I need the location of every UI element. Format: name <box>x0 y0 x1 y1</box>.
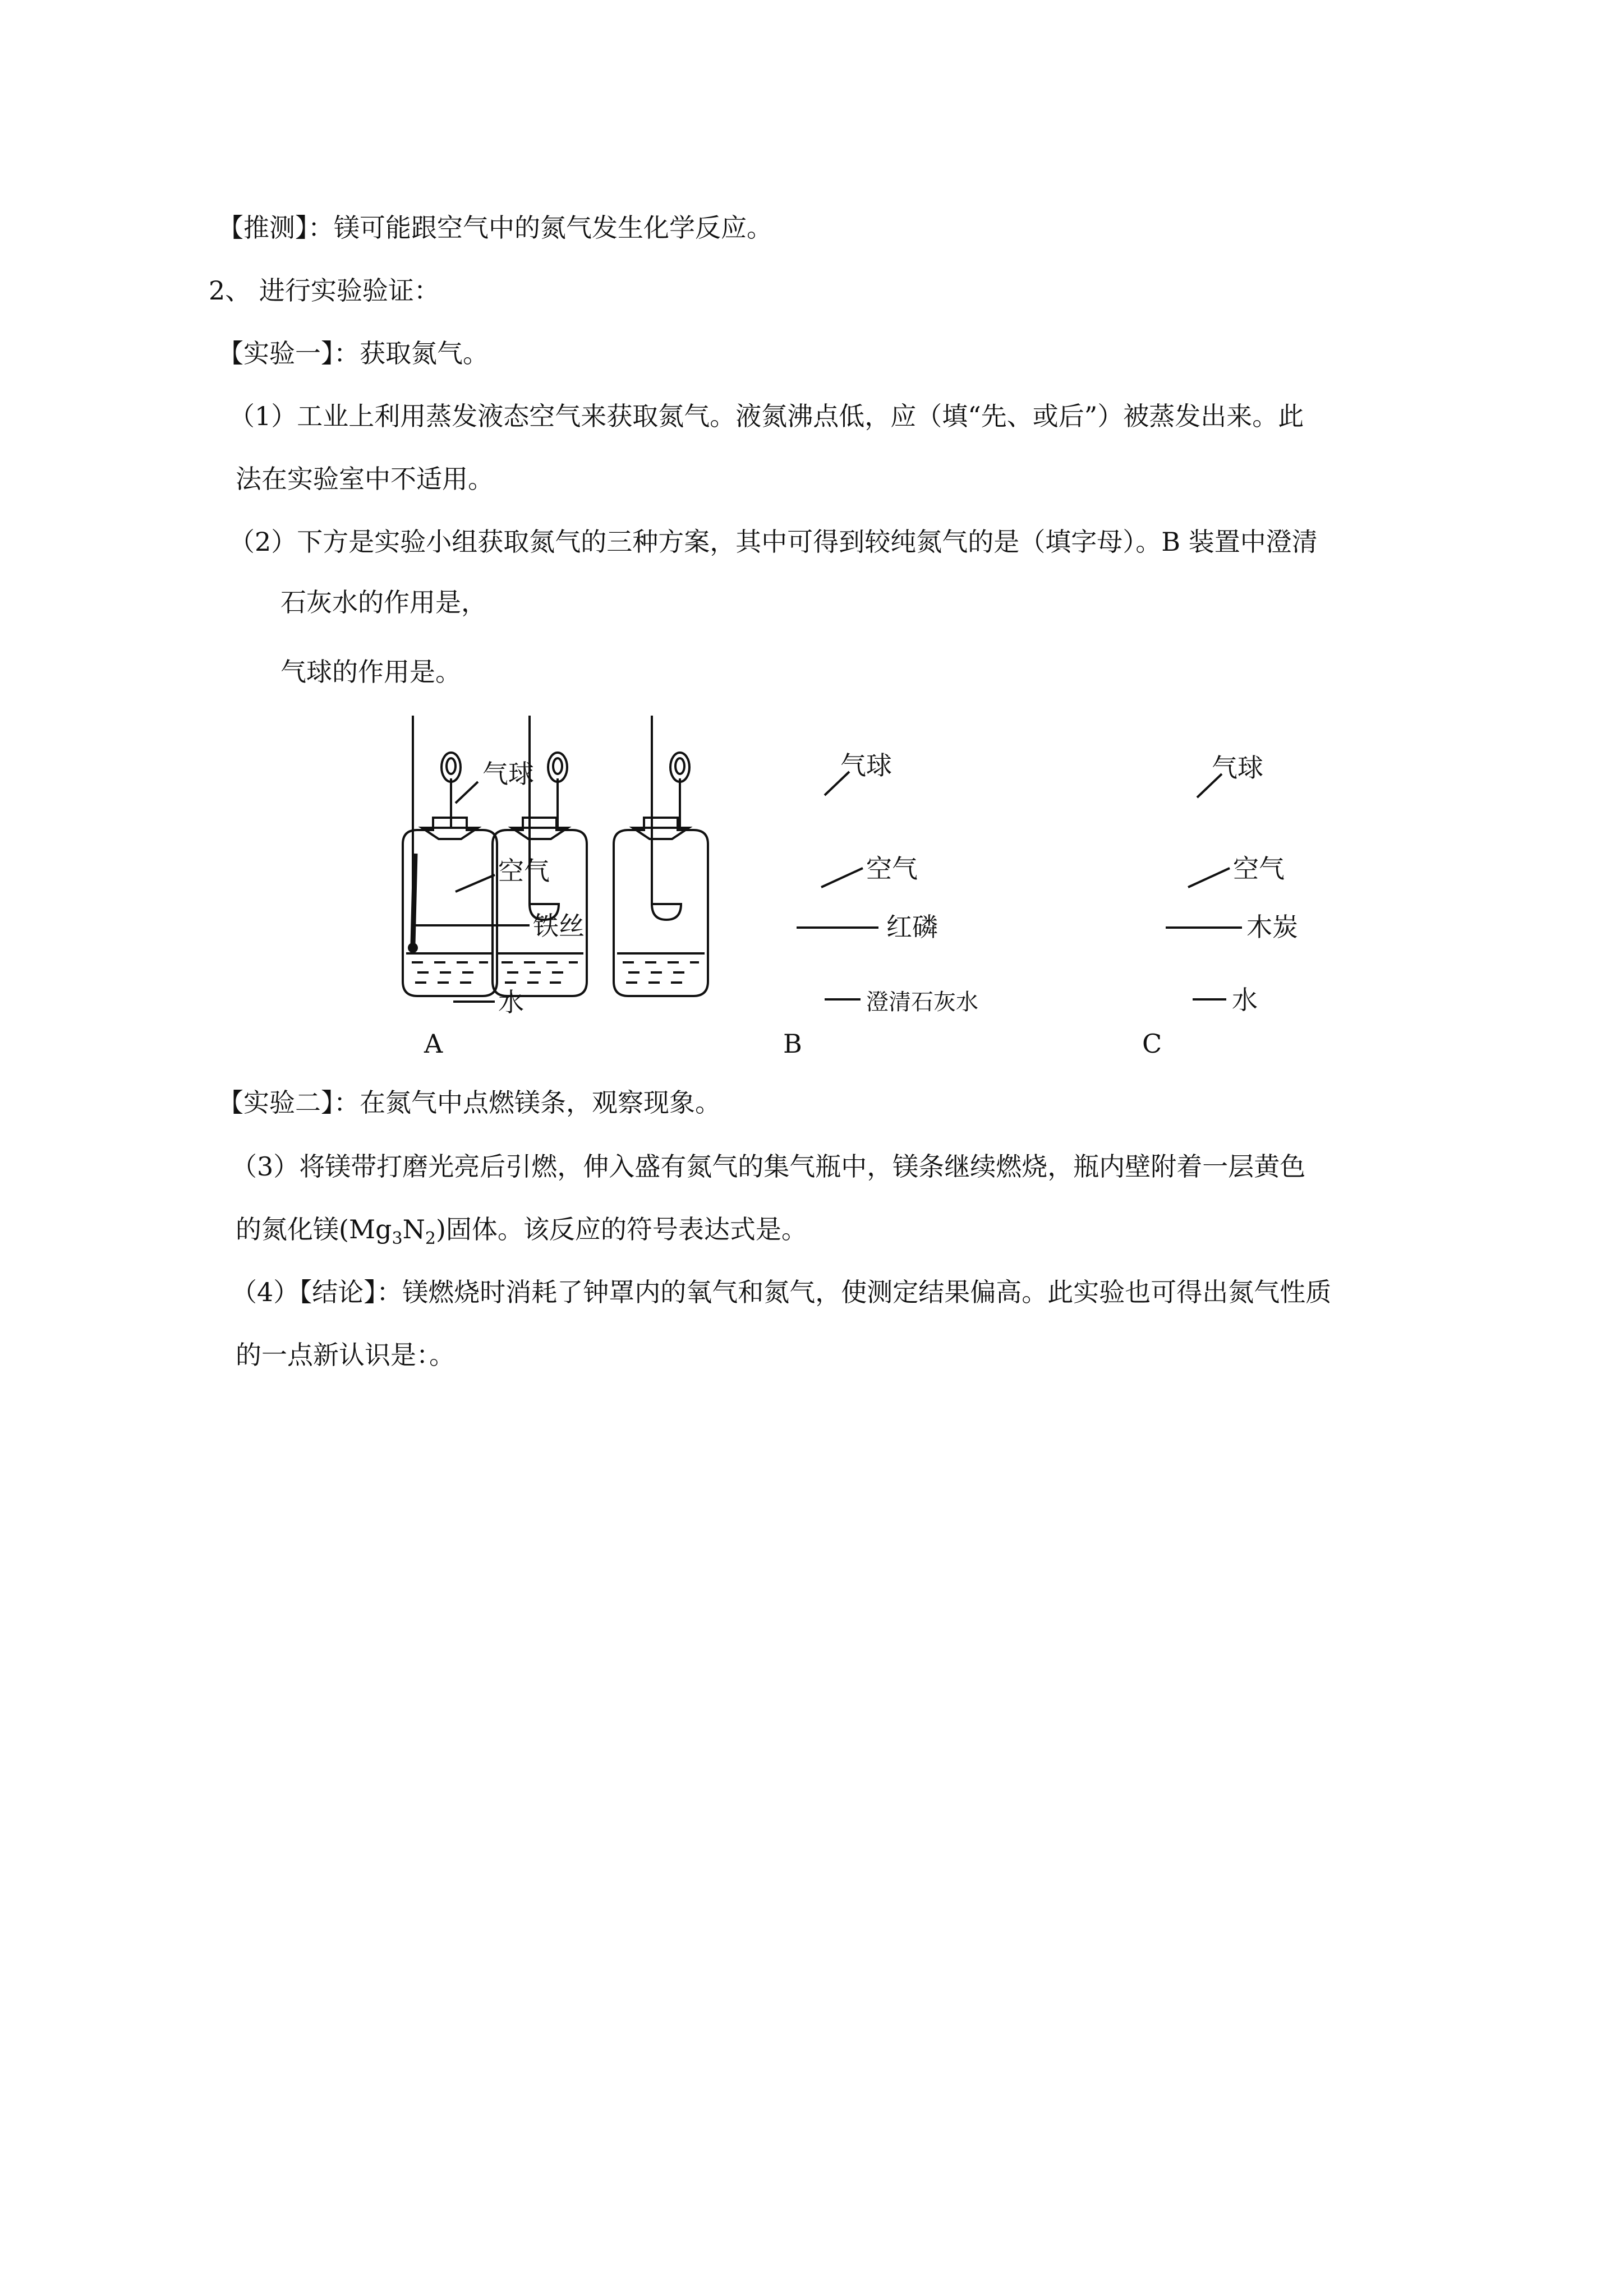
question4-line1: （4）【结论】：镁燃烧时消耗了钟罩内的氧气和氮气，使测定结果偏高。此实验也可得出氮气性质 <box>231 1277 1332 1307</box>
question1-line2: 法在实验室中不适用。 <box>236 464 494 494</box>
hypothesis-line: 【推测】：镁可能跟空气中的氮气发生化学反应。 <box>218 213 772 243</box>
label-b-air: 空气 <box>866 854 918 884</box>
question4-line2: 的一点新认识是：。 <box>236 1340 455 1370</box>
label-a-iron-wire: 铁丝 <box>533 911 585 941</box>
label-a-water: 水 <box>498 987 524 1017</box>
label-c-air: 空气 <box>1233 854 1285 884</box>
label-b-red-phosphorus: 红磷 <box>886 912 938 942</box>
caption-a: A <box>424 1029 443 1059</box>
step2-line: 2、 进行实验验证： <box>209 275 440 306</box>
experiment1-title: 【实验一】：获取氮气。 <box>218 338 489 368</box>
label-b-limewater: 澄清石灰水 <box>866 989 978 1015</box>
question3-line1: （3）将镁带打磨光亮后引燃，伸入盛有氮气的集气瓶中，镁条继续燃烧，瓶内壁附着一层黄色 <box>231 1151 1306 1182</box>
question1-line1: （1）工业上利用蒸发液态空气来获取氮气。液氮沸点低，应（填“先、或后”）被蒸发出来。此 <box>229 401 1304 431</box>
label-c-charcoal: 木炭 <box>1246 912 1298 942</box>
label-c-balloon: 气球 <box>1212 753 1263 783</box>
formula-suffix: )固体。该反应的符号表达式是。 <box>435 1214 807 1244</box>
label-b-balloon: 气球 <box>840 750 892 781</box>
formula-prefix: 的氮化镁(Mg <box>236 1214 392 1244</box>
experiment2-title: 【实验二】：在氮气中点燃镁条，观察现象。 <box>218 1087 721 1118</box>
label-c-water: 水 <box>1232 985 1258 1015</box>
question2-line1: （2）下方是实验小组获取氮气的三种方案，其中可得到较纯氮气的是（填字母）。B 装置中澄清 <box>229 527 1318 557</box>
formula-n: N <box>402 1214 425 1244</box>
question2-line3: 气球的作用是。 <box>280 657 461 687</box>
label-a-balloon: 气球 <box>482 759 534 789</box>
caption-b: B <box>783 1029 802 1059</box>
formula-sub-3: 3 <box>392 1229 403 1248</box>
formula-sub-2: 2 <box>425 1229 436 1248</box>
question2-line2: 石灰水的作用是， <box>280 587 487 617</box>
label-a-air: 空气 <box>498 856 550 886</box>
caption-c: C <box>1142 1029 1162 1059</box>
